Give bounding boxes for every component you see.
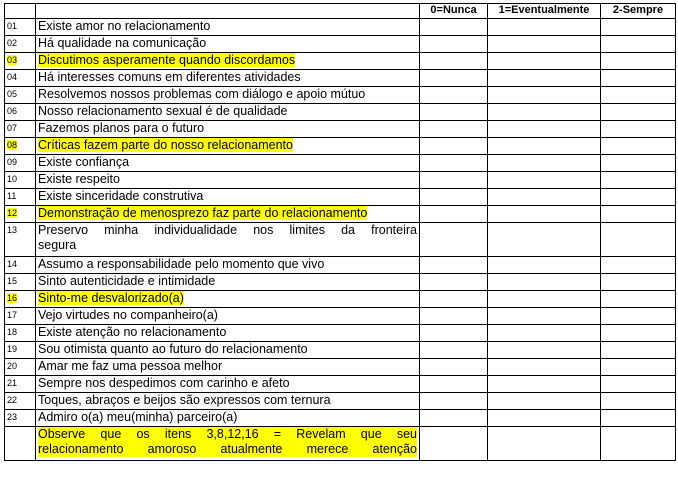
answer-nunca-cell[interactable] (420, 223, 488, 257)
item-statement: Discutimos asperamente quando discordamos (38, 53, 296, 67)
table-row (5, 393, 676, 410)
answer-sempre-cell[interactable] (601, 138, 676, 155)
answer-nunca-cell[interactable] (420, 104, 488, 121)
answer-eventualmente-cell[interactable] (488, 104, 601, 121)
item-statement-cell (36, 308, 420, 325)
item-number-cell (5, 206, 36, 223)
header-nunca: 0=Nunca (420, 4, 488, 19)
item-statement: Críticas fazem parte do nosso relacionamento (38, 138, 293, 152)
item-statement: Preservo minha individualidade nos limites da fronteira (38, 223, 417, 237)
item-statement-cell (36, 70, 420, 87)
answer-nunca-cell[interactable] (420, 172, 488, 189)
answer-nunca-cell[interactable] (420, 121, 488, 138)
item-number: 10 (7, 174, 18, 184)
answer-eventualmente-cell[interactable] (488, 274, 601, 291)
answer-sempre-cell[interactable] (601, 257, 676, 274)
item-statement-cell (36, 19, 420, 36)
item-number-cell (5, 291, 36, 308)
table-row (5, 189, 676, 206)
item-number-cell (5, 393, 36, 410)
item-statement: Fazemos planos para o futuro (38, 121, 205, 135)
item-number: 23 (7, 412, 18, 422)
item-number-cell (5, 342, 36, 359)
table-row (5, 257, 676, 274)
item-statement: Existe confiança (38, 155, 130, 169)
answer-eventualmente-cell[interactable] (488, 325, 601, 342)
item-statement: Sinto-me desvalorizado(a) (38, 291, 184, 305)
item-statement-cell (36, 121, 420, 138)
item-statement: Sinto autenticidade e intimidade (38, 274, 216, 288)
answer-sempre-cell[interactable] (601, 223, 676, 257)
item-number-cell (5, 36, 36, 53)
item-statement-cell (36, 104, 420, 121)
item-statement-cell (36, 87, 420, 104)
answer-sempre-cell[interactable] (601, 172, 676, 189)
table-row (5, 121, 676, 138)
answer-nunca-cell[interactable] (420, 291, 488, 308)
item-number-cell (5, 223, 36, 257)
item-number: 04 (7, 72, 18, 82)
note-line-1: Observe que os itens 3,8,12,16 = Revelam que seu (38, 427, 417, 441)
table-row (5, 223, 676, 257)
item-statement-continuation: segura (38, 238, 77, 252)
answer-sempre-cell[interactable] (601, 359, 676, 376)
item-number-cell (5, 376, 36, 393)
item-statement-cell (36, 155, 420, 172)
table-row (5, 19, 676, 36)
item-statement-cell (36, 325, 420, 342)
item-number-cell (5, 104, 36, 121)
item-statement-cell (36, 274, 420, 291)
answer-sempre-cell[interactable] (601, 155, 676, 172)
item-number: 06 (7, 106, 18, 116)
answer-sempre-cell[interactable] (601, 87, 676, 104)
item-number: 02 (7, 38, 18, 48)
table-row (5, 172, 676, 189)
item-statement-cell (36, 359, 420, 376)
item-number-cell (5, 87, 36, 104)
item-number-cell (5, 155, 36, 172)
item-statement: Demonstração de menosprezo faz parte do relacionamento (38, 206, 368, 220)
answer-nunca-cell[interactable] (420, 325, 488, 342)
answer-eventualmente-cell[interactable] (488, 53, 601, 70)
item-number-cell (5, 121, 36, 138)
header-number-cell (5, 4, 36, 19)
item-statement: Resolvemos nossos problemas com diálogo e apoio mútuo (38, 87, 366, 101)
answer-sempre-cell[interactable] (601, 308, 676, 325)
header-sempre: 2-Sempre (601, 4, 676, 19)
answer-sempre-cell[interactable] (601, 393, 676, 410)
item-statement-cell (36, 410, 420, 427)
item-number: 13 (7, 225, 18, 235)
answer-eventualmente-cell[interactable] (488, 172, 601, 189)
header-statement-cell (36, 4, 420, 19)
item-statement: Amar me faz uma pessoa melhor (38, 359, 223, 373)
item-number-cell (5, 189, 36, 206)
table-row (5, 342, 676, 359)
table-row (5, 308, 676, 325)
answer-eventualmente-cell[interactable] (488, 257, 601, 274)
answer-sempre-cell[interactable] (601, 121, 676, 138)
item-number: 16 (7, 293, 18, 303)
table-row (5, 410, 676, 427)
item-number: 07 (7, 123, 18, 133)
item-number-cell (5, 274, 36, 291)
item-statement-cell (36, 172, 420, 189)
item-number: 20 (7, 361, 18, 371)
answer-sempre-cell[interactable] (601, 342, 676, 359)
answer-sempre-cell[interactable] (601, 325, 676, 342)
answer-eventualmente-cell[interactable] (488, 359, 601, 376)
item-number: 18 (7, 327, 18, 337)
answer-sempre-cell[interactable] (601, 376, 676, 393)
header-eventualmente: 1=Eventualmente (488, 4, 601, 19)
item-statement-cell (36, 53, 420, 70)
item-number: 17 (7, 310, 18, 320)
item-statement-cell (36, 189, 420, 206)
item-number-cell (5, 359, 36, 376)
item-statement-cell (36, 393, 420, 410)
item-statement: Admiro o(a) meu(minha) parceiro(a) (38, 410, 238, 424)
item-number-cell (5, 53, 36, 70)
item-number-cell (5, 325, 36, 342)
item-statement-cell (36, 36, 420, 53)
answer-sempre-cell[interactable] (601, 410, 676, 427)
item-statement: Existe atenção no relacionamento (38, 325, 227, 339)
table-row (5, 87, 676, 104)
table-row (5, 291, 676, 308)
item-number: 08 (7, 140, 18, 150)
note-empty-sempre (601, 427, 676, 461)
answer-eventualmente-cell[interactable] (488, 376, 601, 393)
answer-sempre-cell[interactable] (601, 291, 676, 308)
answer-nunca-cell[interactable] (420, 342, 488, 359)
item-number-cell (5, 138, 36, 155)
item-number: 11 (7, 191, 17, 201)
item-number: 14 (7, 259, 18, 269)
item-statement-cell (36, 223, 420, 257)
item-statement: Assumo a responsabilidade pelo momento que vivo (38, 257, 325, 271)
item-statement: Nosso relacionamento sexual é de qualidade (38, 104, 288, 118)
item-statement: Toques, abraços e beijos são expressos com ternura (38, 393, 331, 407)
item-statement: Existe amor no relacionamento (38, 19, 211, 33)
table-row (5, 325, 676, 342)
answer-sempre-cell[interactable] (601, 53, 676, 70)
table-row (5, 206, 676, 223)
answer-eventualmente-cell[interactable] (488, 189, 601, 206)
item-statement: Há qualidade na comunicação (38, 36, 207, 50)
answer-eventualmente-cell[interactable] (488, 70, 601, 87)
item-number: 09 (7, 157, 18, 167)
note-number-cell (5, 427, 36, 461)
answer-eventualmente-cell[interactable] (488, 342, 601, 359)
item-number: 19 (7, 344, 18, 354)
answer-nunca-cell[interactable] (420, 19, 488, 36)
note-empty-nunca (420, 427, 488, 461)
item-statement: Existe respeito (38, 172, 120, 186)
answer-eventualmente-cell[interactable] (488, 155, 601, 172)
item-number-cell (5, 70, 36, 87)
answer-nunca-cell[interactable] (420, 376, 488, 393)
item-statement-cell (36, 342, 420, 359)
item-number-cell (5, 19, 36, 36)
note-text (38, 427, 417, 457)
item-number-cell (5, 172, 36, 189)
item-statement: Sempre nos despedimos com carinho e afeto (38, 376, 290, 390)
answer-nunca-cell[interactable] (420, 308, 488, 325)
answer-nunca-cell[interactable] (420, 87, 488, 104)
answer-eventualmente-cell[interactable] (488, 36, 601, 53)
answer-nunca-cell[interactable] (420, 410, 488, 427)
item-statement-cell (36, 138, 420, 155)
answer-eventualmente-cell[interactable] (488, 291, 601, 308)
answer-nunca-cell[interactable] (420, 393, 488, 410)
item-number-cell (5, 410, 36, 427)
item-statement-cell (36, 206, 420, 223)
note-cell (36, 427, 420, 461)
item-number-cell (5, 257, 36, 274)
answer-nunca-cell[interactable] (420, 274, 488, 291)
table-row (5, 138, 676, 155)
answer-sempre-cell[interactable] (601, 70, 676, 87)
answer-sempre-cell[interactable] (601, 36, 676, 53)
answer-sempre-cell[interactable] (601, 189, 676, 206)
table-row (5, 274, 676, 291)
answer-nunca-cell[interactable] (420, 36, 488, 53)
answer-sempre-cell[interactable] (601, 274, 676, 291)
item-number: 15 (7, 276, 18, 286)
table-row (5, 155, 676, 172)
answer-eventualmente-cell[interactable] (488, 138, 601, 155)
note-empty-eventualmente (488, 427, 601, 461)
answer-eventualmente-cell[interactable] (488, 87, 601, 104)
answer-eventualmente-cell[interactable] (488, 19, 601, 36)
item-number: 05 (7, 89, 18, 99)
note-line-2: relacionamento amoroso atualmente merece atenção (38, 442, 417, 456)
answer-nunca-cell[interactable] (420, 359, 488, 376)
answer-sempre-cell[interactable] (601, 19, 676, 36)
table-row (5, 359, 676, 376)
table-row (5, 376, 676, 393)
answer-nunca-cell[interactable] (420, 189, 488, 206)
table-row (5, 36, 676, 53)
questionnaire-table (4, 3, 676, 461)
item-number: 21 (7, 378, 18, 388)
item-statement: Existe sinceridade construtiva (38, 189, 204, 203)
answer-sempre-cell[interactable] (601, 206, 676, 223)
answer-nunca-cell[interactable] (420, 70, 488, 87)
item-statement: Vejo virtudes no companheiro(a) (38, 308, 218, 322)
table-row (5, 104, 676, 121)
answer-nunca-cell[interactable] (420, 206, 488, 223)
answer-nunca-cell[interactable] (420, 257, 488, 274)
answer-eventualmente-cell[interactable] (488, 393, 601, 410)
item-statement-cell (36, 376, 420, 393)
item-number: 12 (7, 208, 18, 218)
answer-nunca-cell[interactable] (420, 53, 488, 70)
header-row (5, 4, 676, 19)
answer-eventualmente-cell[interactable] (488, 206, 601, 223)
item-statement-cell (36, 257, 420, 274)
table-row (5, 70, 676, 87)
item-number: 03 (7, 55, 18, 65)
item-number: 01 (7, 21, 18, 31)
answer-eventualmente-cell[interactable] (488, 410, 601, 427)
answer-nunca-cell[interactable] (420, 155, 488, 172)
item-number: 22 (7, 395, 18, 405)
item-statement: Há interesses comuns em diferentes atividades (38, 70, 301, 84)
answer-sempre-cell[interactable] (601, 104, 676, 121)
note-row (5, 427, 676, 461)
answer-eventualmente-cell[interactable] (488, 223, 601, 257)
item-statement-cell (36, 291, 420, 308)
item-number-cell (5, 308, 36, 325)
answer-eventualmente-cell[interactable] (488, 121, 601, 138)
table-row (5, 53, 676, 70)
answer-nunca-cell[interactable] (420, 138, 488, 155)
item-statement: Sou otimista quanto ao futuro do relacionamento (38, 342, 308, 356)
answer-eventualmente-cell[interactable] (488, 308, 601, 325)
